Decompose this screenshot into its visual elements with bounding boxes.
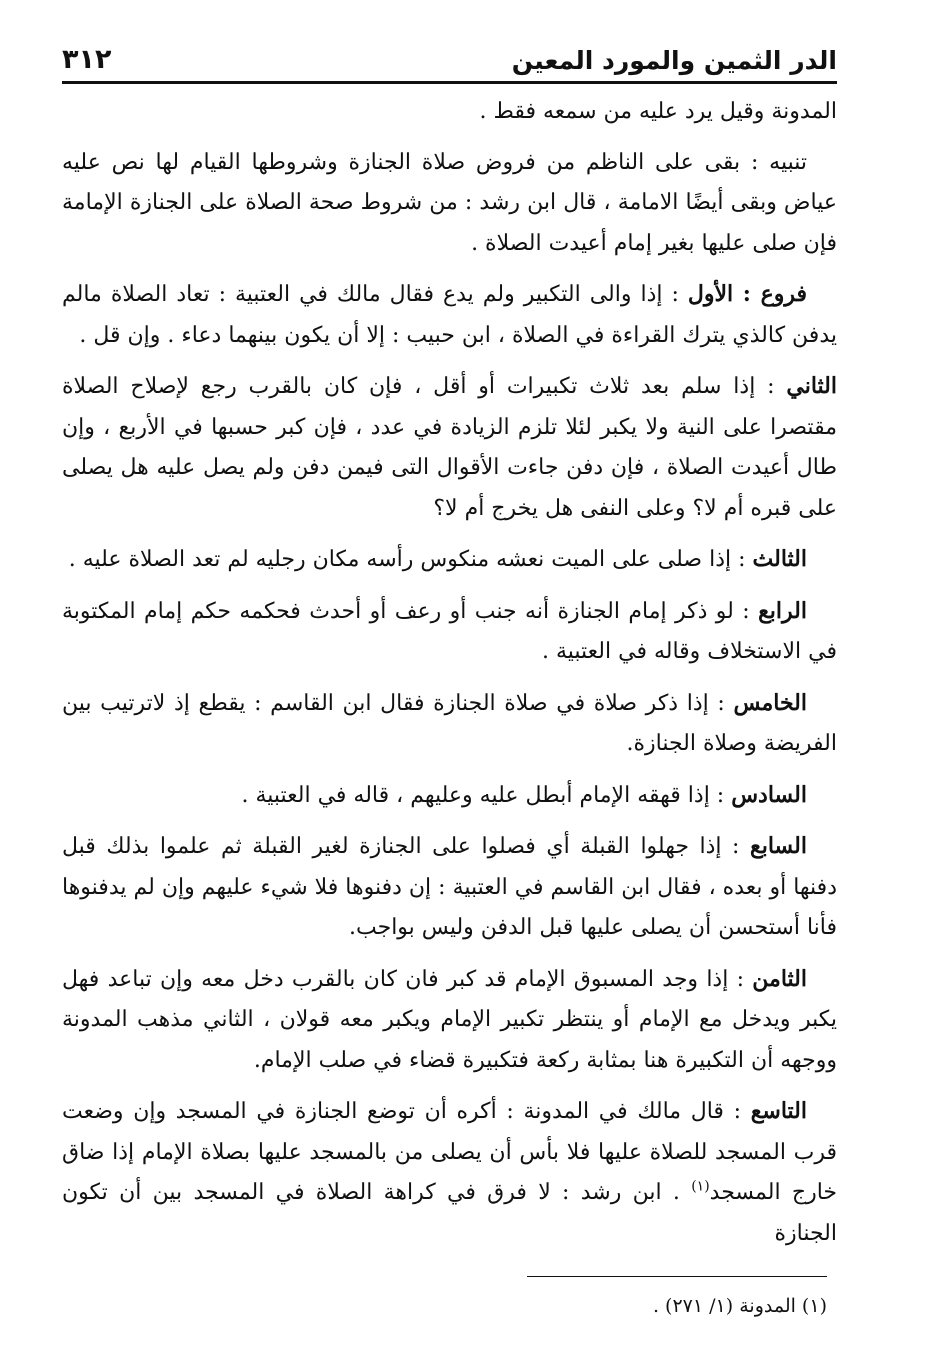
paragraph-second bbox=[62, 366, 837, 529]
paragraph-ninth bbox=[62, 1091, 837, 1254]
paragraph-furu-first bbox=[62, 274, 837, 356]
paragraph-text: : إذا وجد المسبوق الإمام قد كبر فان كان بالقرب دخل معه وإن تباعد فهل يكبر ويدخل مع الإمام أو ينتظر تكبير الإمام ويكبر معه قولان ، الثاني مذهب المدونة ووجهه أن التكبيرة هنا بمثابة ركعة فتكبيرة قضاء في صلب الإمام. bbox=[62, 966, 837, 1073]
main-text bbox=[62, 92, 837, 1254]
paragraph-fourth bbox=[62, 591, 837, 673]
paragraph-lead: الثالث bbox=[752, 546, 807, 572]
paragraph-text: : إذا قهقه الإمام أبطل عليه وعليهم ، قاله في العتبية . bbox=[241, 782, 732, 808]
footnote-marker[interactable]: (١) bbox=[691, 1178, 710, 1195]
paragraph-tanbih bbox=[62, 143, 837, 265]
paragraph-text-continued: . ابن رشد : لا فرق في كراهة الصلاة في المسجد بين أن تكون الجنازة bbox=[62, 1180, 837, 1246]
paragraph-text: تنبيه : بقى على الناظم من فروض صلاة الجنازة وشروطها القيام لها نص عليه عياض وبقى أيضًا الامامة ، قال ابن رشد : من شروط صحة الصلاة على الجنازة الإمامة فإن صلى عليها بغير إمام أعيدت الصلاة . bbox=[62, 149, 837, 256]
paragraph-text: : إذا والى التكبير ولم يدع فقال مالك في العتبية : تعاد الصلاة مالم يدفن كالذي يترك القراءة في الصلاة ، ابن حبيب : إلا أن يكون بينهما دعاء . وإن قل . bbox=[62, 282, 837, 348]
paragraph-text: : إذا جهلوا القبلة أي فصلوا على الجنازة لغير القبلة ثم علموا بذلك قبل دفنها أو بعده ، فقال ابن القاسم في العتبية : إن دفنوها فلا شيء عليهم وإن لم يدفنوها فأنا أستحسن أن يصلى عليها قبل الدفن وليس بواجب. bbox=[62, 834, 837, 940]
paragraph-continuation bbox=[62, 92, 837, 133]
page-number: ٣١٢ bbox=[62, 44, 112, 75]
paragraph-text: : إذا صلى على الميت نعشه منكوس رأسه مكان رجليه لم تعد الصلاة عليه . bbox=[68, 547, 753, 572]
footnote bbox=[653, 1292, 827, 1320]
paragraph-eighth bbox=[62, 959, 837, 1082]
paragraph-text: المدونة وقيل يرد عليه من سمعه فقط . bbox=[479, 99, 837, 124]
paragraph-lead: التاسع bbox=[750, 1098, 807, 1124]
paragraph-sixth bbox=[62, 775, 837, 817]
paragraph-third bbox=[62, 539, 837, 581]
paragraph-lead: السابع bbox=[750, 833, 807, 859]
paragraph-lead: الخامس bbox=[733, 689, 807, 716]
paragraph-lead: فروع : الأول bbox=[687, 281, 807, 307]
paragraph-lead: الثامن bbox=[752, 965, 807, 992]
paragraph-lead: السادس bbox=[731, 781, 807, 808]
paragraph-fifth bbox=[62, 683, 837, 765]
paragraph-seventh bbox=[62, 826, 837, 949]
paragraph-text: : قال مالك في المدونة : أكره أن توضع الجنازة في المسجد وإن وضعت قرب المسجد للصلاة عليها فلا بأس أن يصلى من بالمسجد عليها بصلاة الإمام إذا ضاق خارج المسجد bbox=[62, 1099, 838, 1205]
paragraph-text: : إذا سلم بعد ثلاث تكبيرات أو أقل ، فإن كان بالقرب رجع لإصلاح الصلاة مقتصرا على النية ولا يكبر لئلا تلزم الزيادة في عدد ، فإن كبر حسبها في الأربع ، وإن طال أعيدت الصلاة ، فإن دفن جاءت الأقوال التى فيمن دفن ولم يصل عليه هل يصلى على قبره أم لا؟ وعلى النفى هل يخرج أم لا؟ bbox=[62, 374, 837, 521]
running-title: الدر الثمين والمورد المعين bbox=[511, 46, 837, 75]
paragraph-lead: الثاني bbox=[786, 373, 837, 399]
paragraph-text: : لو ذكر إمام الجنازة أنه جنب أو رعف أو أحدث فحكمه حكم إمام المكتوبة في الاستخلاف وقاله في العتبية . bbox=[62, 598, 837, 664]
paragraph-lead: الرابع bbox=[758, 597, 807, 624]
paragraph-text: : إذا ذكر صلاة في صلاة الجنازة فقال ابن القاسم : يقطع إذ لاترتيب بين الفريضة وصلاة الجنازة. bbox=[62, 690, 837, 756]
footnote-text: (١) المدونة (١/ ٢٧١) . bbox=[652, 1295, 827, 1317]
page-header bbox=[62, 34, 837, 84]
footnote-divider bbox=[527, 1276, 827, 1277]
